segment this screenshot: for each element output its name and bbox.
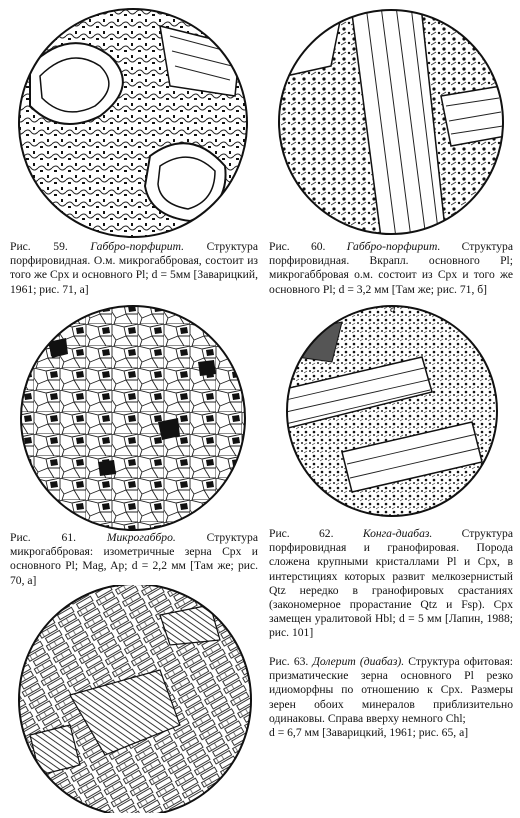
figure-62-number: Рис. 62. (269, 527, 334, 540)
figure-59-caption (10, 240, 258, 297)
figure-63-text: Структура офитовая: призматические зерна основного Pl резко идиоморфны по отношению к Cpx. Размеры зерен обоих минералов приблизительно одинаковы. Справа вверху немного Chl; (269, 655, 513, 725)
figure-63-text-2: d = 6,7 мм [Заварицкий, 1961; рис. 65, а] (269, 726, 469, 740)
figure-59-rock-name: Габбро-порфирит. (90, 240, 185, 253)
figure-59-micrograph (10, 6, 256, 240)
figure-62-text: Структура порфировидная и гранофировая. Порода сложена крупными кристаллами Pl и Cpx, в интерстициях которых развит мелкозернистый Qtz нередко в гранофировых срастаниях (закономерное прорастание Qtz и Fsp). Cpx замещен уралитовой Hbl; d = 5 мм [Лапин, 1988; рис. 101] (269, 527, 513, 640)
figure-59-number: Рис. 59. (10, 240, 68, 253)
figure-63-rock-name: Долерит (диабаз). (312, 655, 405, 668)
figure-60-micrograph (271, 6, 511, 238)
figure-60-rock-name: Габбро-порфирит. (346, 240, 441, 253)
figure-61-caption (10, 531, 258, 588)
figure-60-text: Структура порфировидная. Вкрапл. основного Pl; микрогаббровая о.м. состоит из Cpx и того же основного Pl; d = 3,2 мм [Там же; рис. 71, б] (269, 240, 514, 296)
figure-62-rock-name: Конга-диабаз. (362, 527, 433, 540)
figure-63-caption (269, 655, 513, 740)
figure-59-text: Структура порфировидная. О.м. микрогаббровая, состоит из того же Cpx и основного Pl; d = 5мм [Заварицкий, 1961; рис. 71, а] (10, 240, 258, 296)
figure-63-number: Рис. 63. (269, 655, 309, 668)
figure-62-micrograph (272, 302, 512, 520)
figure-61-rock-name: Микрогаббро. (106, 531, 176, 544)
figure-61-number: Рис. 61. (10, 531, 77, 544)
figure-61-micrograph (8, 302, 258, 534)
figure-62-inset-label: а (390, 303, 396, 315)
figure-63-micrograph (10, 585, 260, 813)
figure-62-caption (269, 527, 513, 641)
figure-60-caption (269, 240, 513, 297)
figure-60-number: Рис. 60. (269, 240, 326, 253)
figure-61-text: Структура микрогаббровая: изометричные зерна Cpx и основного Pl; Mag, Ap; d = 2,2 мм [Там же; рис. 70, а] (10, 531, 258, 587)
